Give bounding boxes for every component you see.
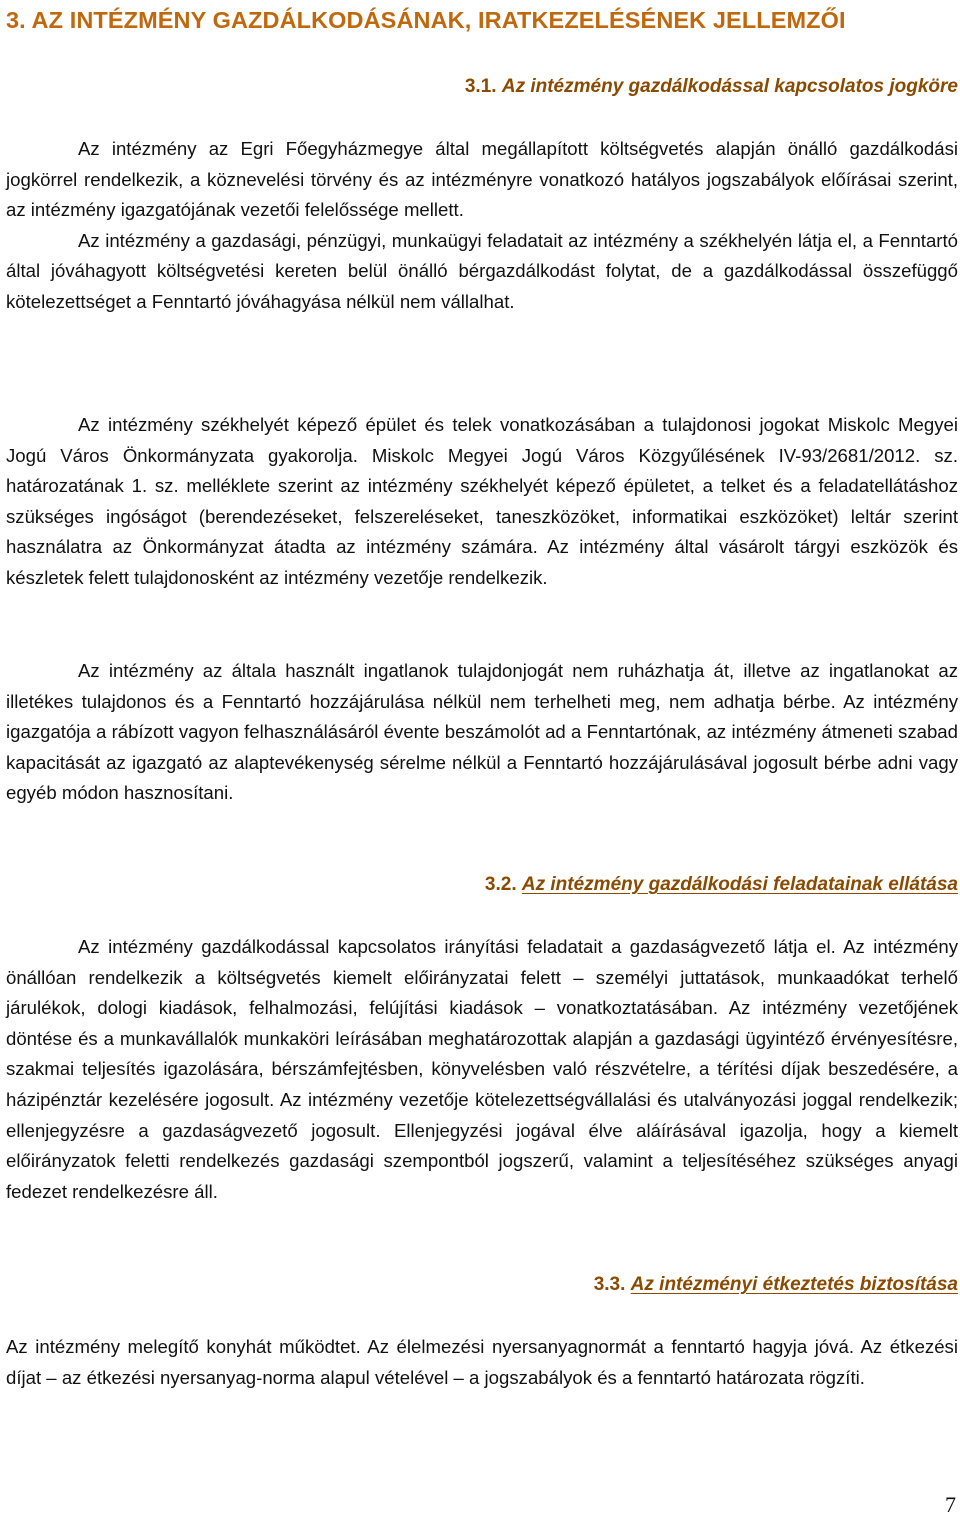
- section-body-3-1-c: [6, 656, 958, 809]
- paragraph: Az intézmény az általa használt ingatlanok tulajdonjogát nem ruházhatja át, illetve az ingatlanokat az illetékes tulajdonos és a Fenntartó hozzájárulása nélkül nem terhelheti meg, nem adhatja bérbe. Az intézmény igazgatója a rábízott vagyon felhasználásáról évente beszámolót ad a Fenntartónak, az intézmény átmeneti szabad kapacitását az igazgató az alaptevékenység sérelme nélkül a Fenntartó hozzájárulásával jogosult bérbe adni vagy egyéb módon hasznosítani.: [6, 660, 958, 804]
- section-number: 3.3.: [593, 1274, 626, 1295]
- page-number: 7: [945, 1492, 956, 1517]
- chapter-title: 3. AZ INTÉZMÉNY GAZDÁLKODÁSÁNAK, IRATKEZELÉSÉNEK JELLEMZŐI: [6, 7, 846, 33]
- section-title: Az intézmény gazdálkodási feladatainak ellátása: [521, 874, 958, 895]
- section-heading-3-1: [465, 76, 958, 98]
- section-body-3-1-b: [6, 410, 958, 594]
- section-title: Az intézmény gazdálkodással kapcsolatos jogköre: [501, 76, 958, 97]
- section-heading-3-3: [594, 1274, 958, 1296]
- section-body-3-2: [6, 932, 958, 1207]
- section-number: 3.1.: [464, 76, 497, 97]
- section-title: Az intézményi étkeztetés biztosítása: [630, 1274, 958, 1295]
- paragraph: Az intézmény az Egri Főegyházmegye által megállapított költségvetés alapján önálló gazdálkodási jogkörrel rendelkezik, a köznevelési törvény és az intézményre vonatkozó hatályos jogszabályok előírásai szerint, az intézmény igazgatójának vezetői felelőssége mellett.: [6, 138, 958, 221]
- paragraph: Az intézmény melegítő konyhát működtet. Az élelmezési nyersanyagnormát a fenntartó hagyja jóvá. Az étkezési díjat – az étkezési nyersanyag-norma alapul vételével – a jogszabályok és a fenntartó határozata rögzíti.: [6, 1336, 958, 1388]
- section-heading-3-2: [485, 874, 958, 896]
- paragraph: Az intézmény a gazdasági, pénzügyi, munkaügyi feladatait az intézmény a székhelyén látja el, a Fenntartó által jóváhagyott költségvetési kereten belül önálló bérgazdálkodást folytat, de a gazdálkodással összefüggő kötelezettséget a Fenntartó jóváhagyása nélkül nem vállalhat.: [6, 229, 958, 312]
- section-number: 3.2.: [484, 874, 517, 895]
- section-body-3-3: [6, 1332, 958, 1393]
- paragraph: Az intézmény székhelyét képező épület és telek vonatkozásában a tulajdonosi jogokat Miskolc Megyei Jogú Város Önkormányzata gyakorolja. Miskolc Megyei Jogú Város Közgyűlésének IV-93/2681/2012. sz. határozatának 1. sz. melléklete szerint az intézmény székhelyét képező épületet, a telket és a feladatellátáshoz szükséges ingóságot (berendezéseket, felszereléseket, taneszközöket, informatikai eszközöket) leltár szerint használatra az Önkormányzat átadta az intézmény számára. Az intézmény által vásárolt tárgyi eszközök és készletek felett tulajdonosként az intézmény vezetője rendelkezik.: [6, 414, 958, 588]
- paragraph: Az intézmény gazdálkodással kapcsolatos irányítási feladatait a gazdaságvezető látja el. Az intézmény önállóan rendelkezik a költségvetés kiemelt előirányzatai felett – személyi juttatások, munkaadókat terhelő járulékok, dologi kiadások, felhalmozási, felújítási kiadások – vonatkoztatásában. Az intézmény vezetőjének döntése és a munkavállalók munkaköri leírásában meghatározottak alapján a gazdasági ügyintéző érvényesítésre, szakmai teljesítés igazolására, bérszámfejtésben, könyvelésben való részvételre, a térítési díjak beszedésére, a házipénztár kezelésére jogosult. Az intézmény vezetője kötelezettségvállalási és utalványozási joggal rendelkezik; ellenjegyzésre a gazdaságvezető jogosult. Ellenjegyzési jogával élve aláírásával igazolja, hogy a kiemelt előirányzatok feletti rendelkezés gazdasági szempontból jogszerű, valamint a teljesítéséhez szükséges anyagi fedezet rendelkezésre áll.: [6, 936, 958, 1202]
- section-body-3-1-a: [6, 134, 958, 318]
